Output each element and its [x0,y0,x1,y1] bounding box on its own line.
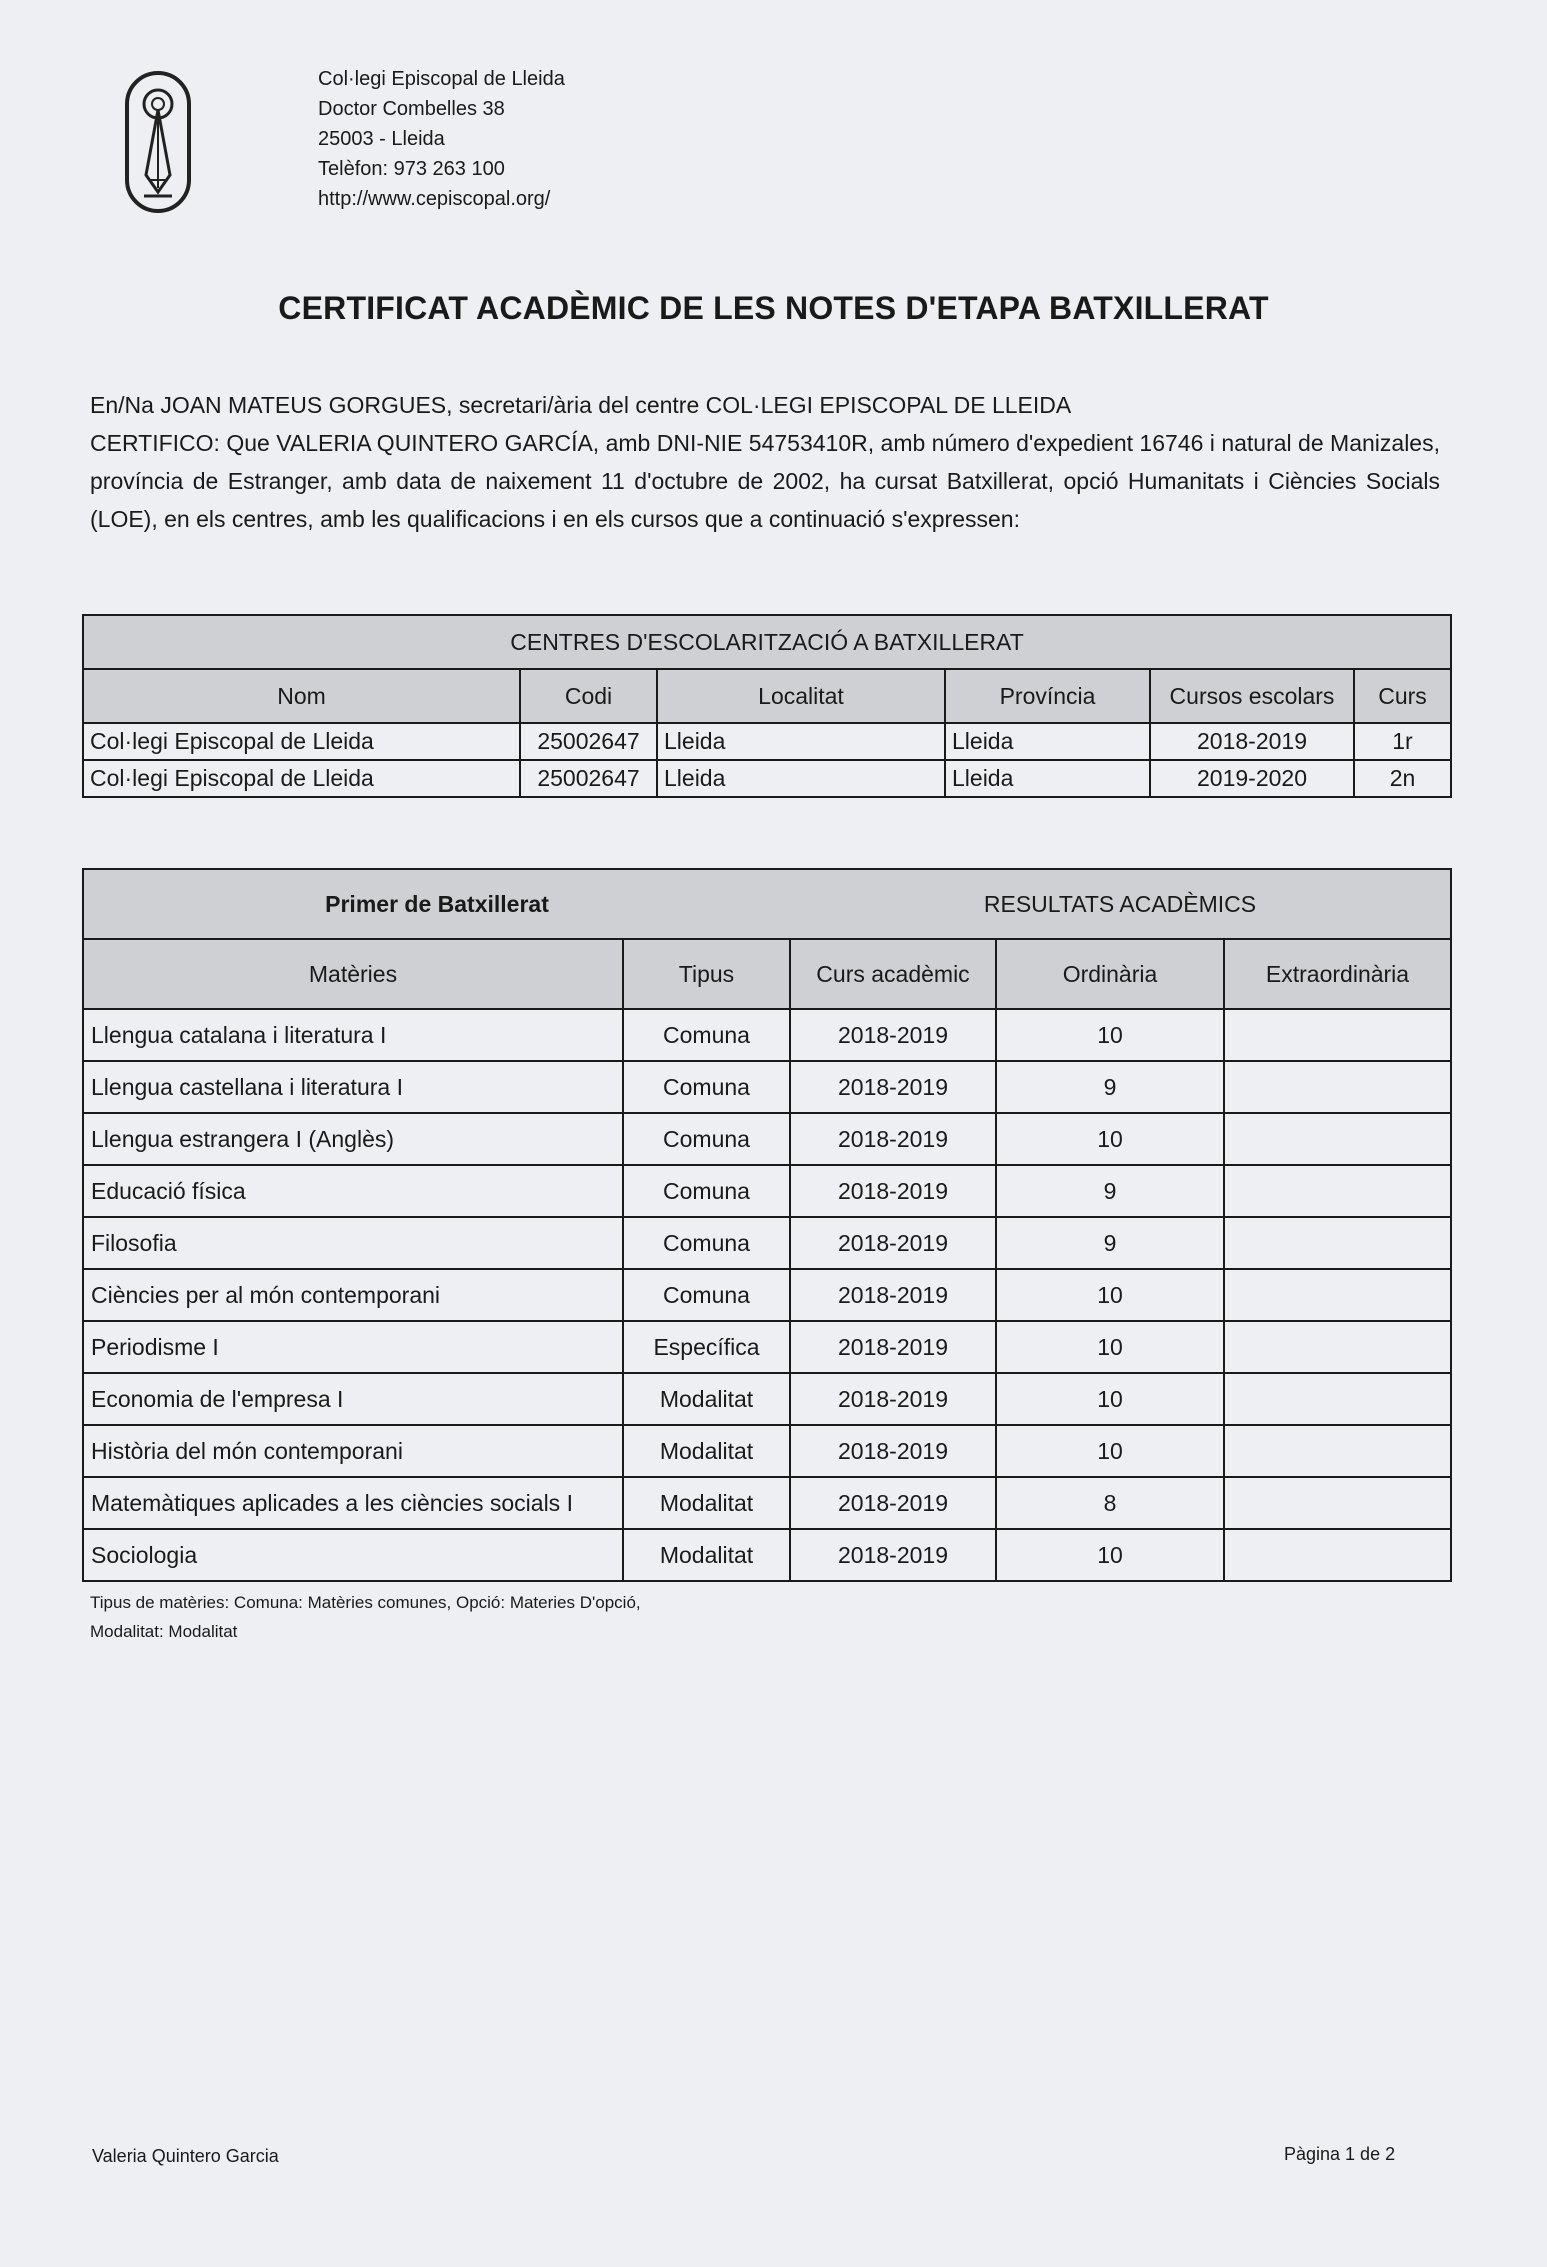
cell-localitat: Lleida [657,723,945,760]
cell-extraordinaria [1224,1061,1451,1113]
cell-extraordinaria [1224,1529,1451,1581]
cell-provincia: Lleida [945,760,1150,797]
table-row [83,1061,1451,1113]
table-row [83,1477,1451,1529]
cell-extraordinaria [1224,1217,1451,1269]
cell-tipus: Comuna [623,1165,790,1217]
centres-table [82,614,1452,798]
cell-curs-academic: 2018-2019 [790,1113,996,1165]
cell-curs-academic: 2018-2019 [790,1321,996,1373]
cell-extraordinaria [1224,1009,1451,1061]
cell-curs: 1r [1354,723,1451,760]
results-table-title: RESULTATS ACADÈMICS [790,869,1451,939]
cell-ordinaria: 10 [996,1529,1224,1581]
table-row [83,1009,1451,1061]
subject-type-legend [90,1588,641,1646]
col-header-nom: Nom [83,669,520,723]
cell-materia: Història del món contemporani [83,1425,623,1477]
cell-curs-academic: 2018-2019 [790,1425,996,1477]
cell-tipus: Comuna [623,1113,790,1165]
intro-certifico: CERTIFICO: Que VALERIA QUINTERO GARCÍA, amb DNI-NIE 54753410R, amb número d'expedient 16746 i natural de Manizales, província de Estranger, amb data de naixement 11 d'octubre de 2002, ha cursat Batxillerat, opció Humanitats i Ciències Socials (LOE), en els centres, amb les qualificacions i en els cursos que a continuació s'expressen: [90,430,1440,532]
cell-ordinaria: 10 [996,1269,1224,1321]
col-header-cursos-escolars: Cursos escolars [1150,669,1354,723]
cell-codi: 25002647 [520,723,657,760]
cell-tipus: Modalitat [623,1425,790,1477]
cell-cursos-escolars: 2019-2020 [1150,760,1354,797]
col-header-curs-academic: Curs acadèmic [790,939,996,1009]
cell-extraordinaria [1224,1477,1451,1529]
school-city: 25003 - Lleida [318,128,445,150]
table-row [83,1269,1451,1321]
cell-extraordinaria [1224,1269,1451,1321]
school-name: Col·legi Episcopal de Lleida [318,68,565,90]
col-header-localitat: Localitat [657,669,945,723]
col-header-provincia: Província [945,669,1150,723]
school-street: Doctor Combelles 38 [318,98,505,120]
cell-materia: Sociologia [83,1529,623,1581]
table-row [83,1217,1451,1269]
table-row [83,1321,1451,1373]
cell-nom: Col·legi Episcopal de Lleida [83,723,520,760]
cell-tipus: Comuna [623,1269,790,1321]
cell-curs-academic: 2018-2019 [790,1217,996,1269]
footer-student-name: Valeria Quintero Garcia [92,2146,279,2166]
cell-ordinaria: 10 [996,1113,1224,1165]
cell-localitat: Lleida [657,760,945,797]
cell-extraordinaria [1224,1165,1451,1217]
cell-materia: Ciències per al món contemporani [83,1269,623,1321]
cell-curs-academic: 2018-2019 [790,1269,996,1321]
cell-curs-academic: 2018-2019 [790,1529,996,1581]
legend-line: Tipus de matèries: Comuna: Matèries comunes, Opció: Materies D'opció, [90,1593,641,1612]
cell-curs-academic: 2018-2019 [790,1165,996,1217]
cell-curs: 2n [1354,760,1451,797]
cell-materia: Llengua castellana i literatura I [83,1061,623,1113]
cell-tipus: Comuna [623,1009,790,1061]
cell-tipus: Comuna [623,1061,790,1113]
cell-ordinaria: 9 [996,1061,1224,1113]
cell-materia: Periodisme I [83,1321,623,1373]
page-number: Pàgina 1 de 2 [1284,2144,1396,2164]
cell-ordinaria: 9 [996,1217,1224,1269]
cell-tipus: Modalitat [623,1529,790,1581]
cell-tipus: Modalitat [623,1477,790,1529]
cell-materia: Educació física [83,1165,623,1217]
col-header-materies: Matèries [83,939,623,1009]
table-row [83,1529,1451,1581]
cell-extraordinaria [1224,1373,1451,1425]
school-logo-icon [124,70,192,216]
cell-ordinaria: 10 [996,1373,1224,1425]
cell-ordinaria: 10 [996,1321,1224,1373]
table-row [83,1373,1451,1425]
results-table [82,868,1452,1582]
school-website: http://www.cepiscopal.org/ [318,188,551,210]
table-row [83,1165,1451,1217]
col-header-curs: Curs [1354,669,1451,723]
cell-ordinaria: 10 [996,1425,1224,1477]
cell-ordinaria: 9 [996,1165,1224,1217]
cell-curs-academic: 2018-2019 [790,1061,996,1113]
document-title: CERTIFICAT ACADÈMIC DE LES NOTES D'ETAPA BATXILLERAT [278,290,1269,326]
col-header-codi: Codi [520,669,657,723]
school-phone: Telèfon: 973 263 100 [318,158,505,180]
cell-tipus: Comuna [623,1217,790,1269]
table-row [83,1425,1451,1477]
cell-extraordinaria [1224,1425,1451,1477]
school-address [318,64,565,214]
certificate-intro [90,386,1440,538]
cell-curs-academic: 2018-2019 [790,1477,996,1529]
col-header-extraordinaria: Extraordinària [1224,939,1451,1009]
cell-materia: Llengua catalana i literatura I [83,1009,623,1061]
table-row [83,760,1451,797]
cell-materia: Filosofia [83,1217,623,1269]
cell-provincia: Lleida [945,723,1150,760]
col-header-ordinaria: Ordinària [996,939,1224,1009]
intro-line-secretary: En/Na JOAN MATEUS GORGUES, secretari/ària del centre COL·LEGI EPISCOPAL DE LLEIDA [90,392,1072,418]
cell-nom: Col·legi Episcopal de Lleida [83,760,520,797]
cell-extraordinaria [1224,1321,1451,1373]
table-row [83,723,1451,760]
legend-line: Modalitat: Modalitat [90,1622,238,1641]
centres-table-title: CENTRES D'ESCOLARITZACIÓ A BATXILLERAT [83,615,1451,669]
cell-ordinaria: 8 [996,1477,1224,1529]
cell-curs-academic: 2018-2019 [790,1373,996,1425]
cell-materia: Matemàtiques aplicades a les ciències socials I [83,1477,623,1529]
cell-ordinaria: 10 [996,1009,1224,1061]
cell-materia: Economia de l'empresa I [83,1373,623,1425]
cell-tipus: Específica [623,1321,790,1373]
cell-cursos-escolars: 2018-2019 [1150,723,1354,760]
cell-tipus: Modalitat [623,1373,790,1425]
cell-materia: Llengua estrangera I (Anglès) [83,1113,623,1165]
cell-curs-academic: 2018-2019 [790,1009,996,1061]
table-row [83,1113,1451,1165]
cell-extraordinaria [1224,1113,1451,1165]
cell-codi: 25002647 [520,760,657,797]
col-header-tipus: Tipus [623,939,790,1009]
results-section-title: Primer de Batxillerat [83,869,790,939]
